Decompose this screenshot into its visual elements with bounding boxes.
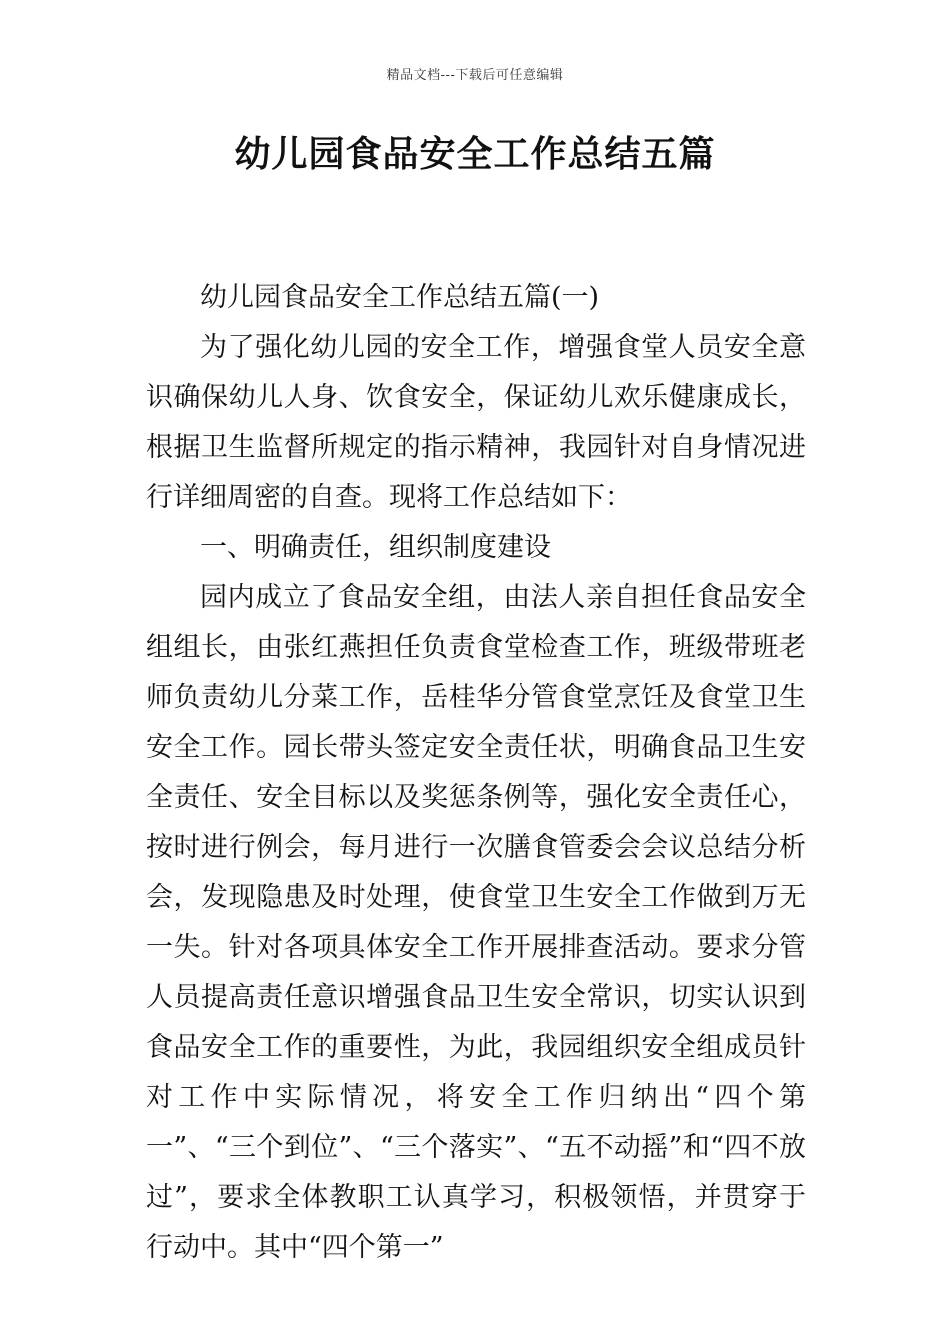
- section-subtitle: 幼儿园食品安全工作总结五篇(一): [200, 282, 600, 313]
- paragraph-body: 园内成立了食品安全组，由法人亲自担任食品安全组组长，由张红燕担任负责食堂检查工作，班级带班老师负责幼儿分菜工作，岳桂华分管食堂烹饪及食堂卫生安全工作。园长带头签定安全责任状，明确食品卫生安全责任、安全目标以及奖惩条例等，强化安全责任心，按时进行例会，每月进行一次膳食管委会会议总结分析会，发现隐患及时处理，使食堂卫生安全工作做到万无一失。针对各项具体安全工作开展排查活动。要求分管人员提高责任意识增强食品卫生安全常识，切实认识到食品安全工作的重要性，为此，我园组织安全组成员针对工作中实际情况，将安全工作归纳出“四个第一”、“三个到位”、“三个落实”、“五不动摇”和“四不放过”，要求全体教职工认真学习，积极领悟，并贯穿于行动中。其中“四个第一”: [146, 582, 806, 1263]
- document-body: [146, 273, 806, 1273]
- header-note: 精品文档---下载后可任意编辑: [386, 68, 564, 83]
- document-title: 幼儿园食品安全工作总结五篇: [234, 134, 716, 175]
- paragraph-intro: 为了强化幼儿园的安全工作，增强食堂人员安全意识确保幼儿人身、饮食安全，保证幼儿欢乐健康成长，根据卫生监督所规定的指示精神，我园针对自身情况进行详细周密的自查。现将工作总结如下：: [146, 332, 806, 513]
- section-heading: 一、明确责任，组织制度建设: [200, 532, 551, 563]
